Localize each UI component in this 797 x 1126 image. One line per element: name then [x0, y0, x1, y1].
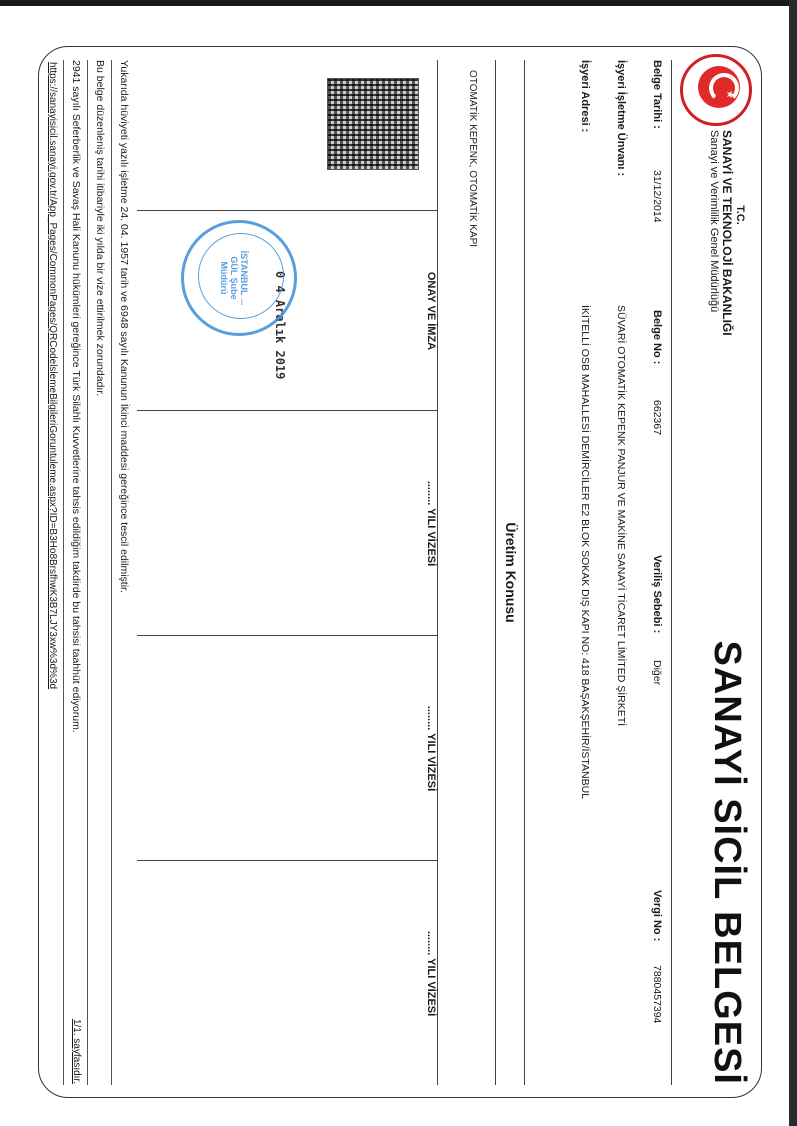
verilis-sebebi-label: Veriliş Sebebi :: [651, 555, 663, 634]
onay-header: ONAY VE İMZA: [425, 271, 437, 351]
vize-column-3: [137, 860, 437, 1086]
belge-no-value: 662367: [651, 400, 663, 436]
ministry-header: [707, 130, 746, 430]
page-number: 1/1. sayfasıdır.: [71, 1018, 82, 1084]
footer-line-3: 2941 sayılı Seferberlik ve Savaş Hali Kanunu hükümleri gereğince Türk Silahlı Kuvvetlerine tahsis edildiğim takdirde bu tahsisi taahhüt ediyorum.: [63, 60, 88, 1085]
ministry-logo-icon: ★: [680, 54, 752, 126]
ministry-department: Sanayi ve Verimlilik Genel Müdürlüğü: [708, 130, 720, 313]
vergi-no-value: 7880457394: [651, 965, 663, 1024]
onay-date-stamp: 0 4 Aralık 2019: [273, 271, 287, 380]
document-title: SANAYİ SİCİL BELGESİ: [706, 640, 748, 1085]
ministry-name: SANAYİ VE TEKNOLOJİ BAKANLIĞI: [720, 130, 734, 336]
footer-line-1: Yukarıda hüviyeti yazılı işletme 24. 04. 1957 tarih ve 6948 sayılı Kanunun İkinci maddesi gereğince tescil edilmiştir.: [111, 60, 136, 1085]
scan-top-edge: [0, 0, 797, 6]
tc-label: T.C.: [734, 205, 746, 225]
qr-code-icon: [327, 78, 419, 170]
seal-text: İSTANBUL ... GÜL Şube Müdürü: [219, 250, 249, 306]
document-page: [28, 40, 768, 1110]
approval-grid: [137, 60, 438, 1085]
verilis-sebebi-value: Diğer: [651, 660, 663, 686]
section-title: Üretim Konusu: [495, 60, 526, 1085]
vize-header-1: ........ YILI VİZESİ: [425, 480, 437, 567]
vize-header-2: ........ YILI VİZESİ: [425, 705, 437, 792]
info-block: [524, 60, 672, 1085]
belge-tarihi-label: Belge Tarihi :: [651, 60, 663, 129]
uretim-konusu: OTOMATİK KEPENK, OTOMATİK KAPI: [467, 70, 478, 248]
verification-link[interactable]: https://sanayisicil.sanayi.gov.tr/App_Pages/CommonPages/QRCodelslemeBilgileriGoruntuleme.aspx?ID=B3Ho8BrsfhwK3B7LJY3xw%3d%3d: [47, 62, 58, 690]
unvan-label: İşyeri İşletme Ünvanı :: [615, 60, 627, 177]
vize-header-3: ........ YILI VİZESİ: [425, 930, 437, 1017]
adres-label: İşyeri Adresi :: [579, 60, 591, 133]
official-seal-icon: [181, 220, 297, 336]
footer-line-2: Bu belge düzenleniş tarihi itibariyle iki yılda bir vize ettirilmek zorundadır.: [87, 60, 112, 1085]
vize-column-1: [137, 410, 437, 636]
belge-no-label: Belge No :: [651, 310, 663, 365]
adres-value: İKİTELLİ OSB MAHALLESİ DEMİRCİLER E2 BLOK SOKAK DIŞ KAPI NO: 418 BAŞAKŞEHİR/İSTANBUL: [579, 305, 591, 800]
unvan-value: SÜVARİ OTOMATİK KEPENK PANJUR VE MAKİNE SANAYİ TİCARET LİMİTED ŞİRKETİ: [615, 305, 627, 727]
vergi-no-label: Vergi No :: [651, 890, 663, 942]
belge-tarihi-value: 31/12/2014: [651, 170, 663, 223]
vize-column-2: [137, 635, 437, 861]
scan-right-edge: [789, 0, 797, 1126]
